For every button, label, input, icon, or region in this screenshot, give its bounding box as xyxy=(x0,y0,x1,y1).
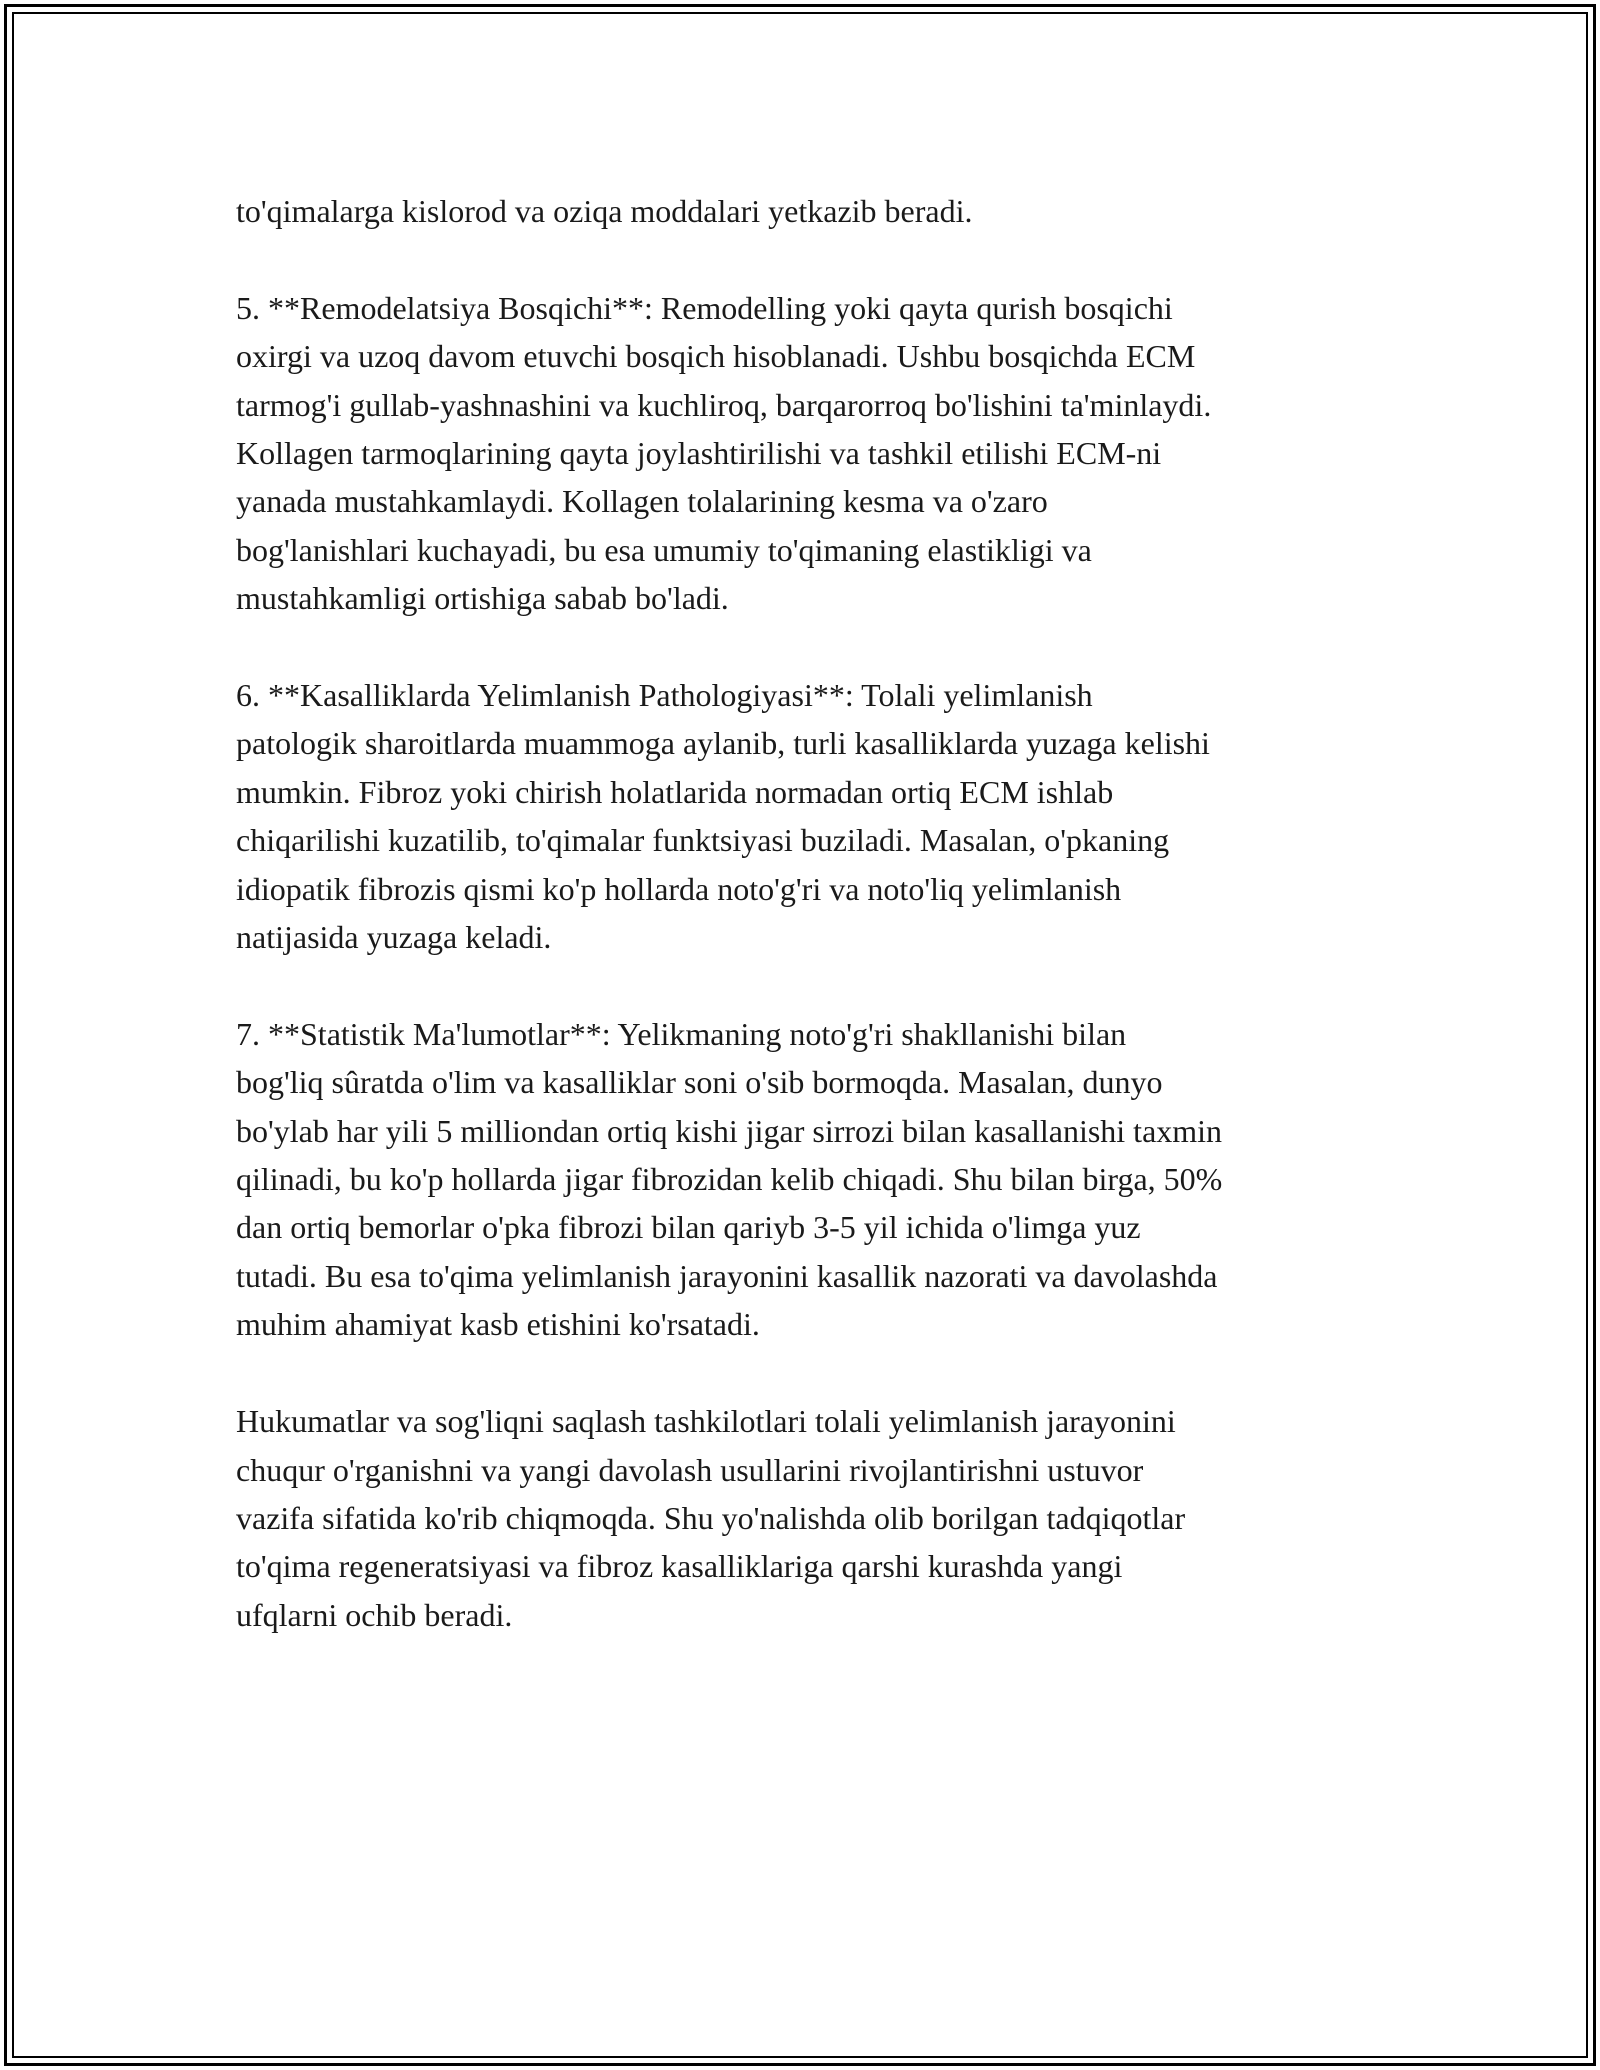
text-line: tutadi. Bu esa to'qima yelimlanish jarayonini kasallik nazorati va davolashda xyxy=(236,1257,1218,1294)
paragraph-statistik-malumotlar xyxy=(236,1010,1376,1349)
paragraph-conclusion xyxy=(236,1397,1376,1639)
text-line: Kollagen tarmoqlarining qayta joylashtirilishi va tashkil etilishi ECM-ni xyxy=(236,435,1162,472)
text-line: ufqlarni ochib beradi. xyxy=(236,1596,513,1633)
document-body xyxy=(236,187,1376,1688)
text-line: qilinadi, bu ko'p hollarda jigar fibrozidan kelib chiqadi. Shu bilan birga, 50% xyxy=(236,1161,1223,1198)
text-line: patologik sharoitlarda muammoga aylanib, turli kasalliklarda yuzaga kelishi xyxy=(236,725,1210,762)
text-line: 6. **Kasalliklarda Yelimlanish Pathologiyasi**: Tolali yelimlanish xyxy=(236,677,1093,714)
text-line: Hukumatlar va sog'liqni saqlash tashkilotlari tolali yelimlanish jarayonini xyxy=(236,1403,1176,1440)
text-line: idiopatik fibrozis qismi ko'p hollarda noto'g'ri va noto'liq yelimlanish xyxy=(236,870,1122,907)
text-line: mustahkamligi ortishiga sabab bo'ladi. xyxy=(236,580,729,617)
text-line: mumkin. Fibroz yoki chirish holatlarida normadan ortiq ECM ishlab xyxy=(236,773,1114,810)
text-line: vazifa sifatida ko'rib chiqmoqda. Shu yo'nalishda olib borilgan tadqiqotlar xyxy=(236,1499,1186,1536)
paragraph-intro-continuation xyxy=(236,187,1376,235)
text-line: chiqarilishi kuzatilib, to'qimalar funktsiyasi buziladi. Masalan, o'pkaning xyxy=(236,822,1170,859)
text-line: bog'lanishlari kuchayadi, bu esa umumiy to'qimaning elastikligi va xyxy=(236,531,1092,568)
text-line: to'qima regeneratsiyasi va fibroz kasalliklariga qarshi kurashda yangi xyxy=(236,1548,1123,1585)
text-line: to'qimalarga kislorod va oziqa moddalari yetkazib beradi. xyxy=(236,193,973,229)
text-line: yanada mustahkamlaydi. Kollagen tolalarining kesma va o'zaro xyxy=(236,483,1048,520)
text-line: natijasida yuzaga keladi. xyxy=(236,919,552,956)
text-line: bog'liq sûratda o'lim va kasalliklar soni o'sib bormoqda. Masalan, dunyo xyxy=(236,1064,1163,1101)
paragraph-remodelatsiya-bosqichi xyxy=(236,284,1376,623)
text-line: dan ortiq bemorlar o'pka fibrozi bilan qariyb 3-5 yil ichida o'limga yuz xyxy=(236,1209,1141,1246)
text-line: bo'ylab har yili 5 milliondan ortiq kishi jigar sirrozi bilan kasallanishi taxmin xyxy=(236,1112,1223,1149)
text-line: muhim ahamiyat kasb etishini ko'rsatadi. xyxy=(236,1306,760,1343)
text-line: oxirgi va uzoq davom etuvchi bosqich hisoblanadi. Ushbu bosqichda ECM xyxy=(236,338,1196,375)
text-line: 5. **Remodelatsiya Bosqichi**: Remodelling yoki qayta qurish bosqichi xyxy=(236,289,1173,326)
text-line: chuqur o'rganishni va yangi davolash usullarini rivojlantirishni ustuvor xyxy=(236,1451,1144,1488)
text-line: tarmog'i gullab-yashnashini va kuchliroq, barqarorroq bo'lishini ta'minlaydi. xyxy=(236,386,1212,423)
text-line: 7. **Statistik Ma'lumotlar**: Yelikmaning noto'g'ri shakllanishi bilan xyxy=(236,1015,1127,1052)
paragraph-yelimlanish-pathologiyasi xyxy=(236,671,1376,961)
